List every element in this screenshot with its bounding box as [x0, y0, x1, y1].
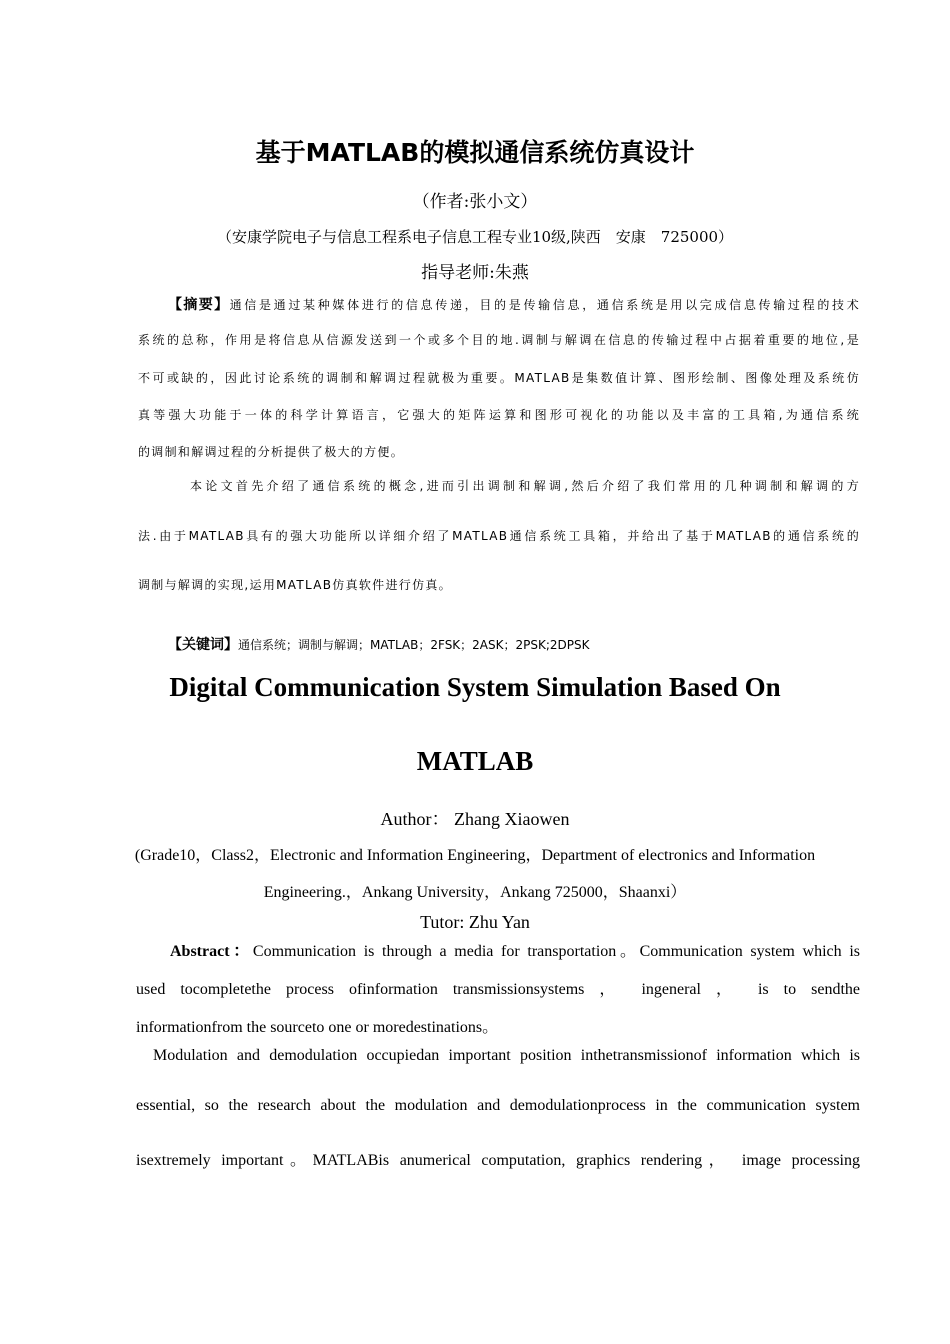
chinese-abstract-line-5: 的调制和解调过程的分析提供了极大的方便。: [138, 445, 405, 459]
english-title-line-2: MATLAB: [416, 746, 534, 776]
english-abstract-line-3: informationfrom the sourceto one or moredestinations。: [136, 1019, 499, 1036]
chinese-abstract-line-4: 真等强大功能于一体的科学计算语言，它强大的矩阵运算和图形可视化的功能以及丰富的工具箱,为通信系统: [138, 408, 860, 422]
chinese-para2-line-1: 本论文首先介绍了通信系统的概念,进而引出调制和解调,然后介绍了我们常用的几种调制和解调的方: [190, 479, 860, 493]
chinese-author: （作者:张小文）: [412, 192, 538, 212]
chinese-title: 基于MATLAB的模拟通信系统仿真设计: [255, 138, 695, 167]
chinese-abstract-line-1: [168, 294, 860, 314]
chinese-abstract-text: 通信是通过某种媒体进行的信息传递，目的是传输信息，通信系统是用以完成信息传输过程的技术: [229, 298, 861, 312]
abstract-tag: 【摘要】: [168, 297, 230, 313]
english-para2-line-2: essential, so the research about the modulation and demodulationprocess in the communication system: [136, 1097, 860, 1114]
keywords-tag: 【关键词】: [168, 637, 238, 653]
chinese-abstract-line-2: 系统的总称，作用是将信息从信源发送到一个或多个目的地.调制与解调在信息的传输过程中占据着重要的地位,是: [138, 333, 860, 347]
english-author: Author： Zhang Xiaowen: [380, 809, 570, 829]
english-affiliation-line-1: (Grade10，Class2，Electronic and Information Engineering，Department of electronics and Information: [134, 847, 816, 864]
english-para2-line-3: isextremely important。MATLABis anumerical computation, graphics rendering， image processing: [136, 1152, 861, 1169]
english-abstract-line-2: used tocompletethe process ofinformation transmissionsystems ， ingeneral ， is to sendthe: [136, 981, 861, 998]
english-abstract-text: Communication is through a media for transportation。Communication system which is: [252, 943, 860, 960]
chinese-affiliation: （安康学院电子与信息工程系电子信息工程专业10级,陕西 安康 725000）: [216, 228, 734, 246]
english-tutor: Tutor: Zhu Yan: [420, 912, 530, 932]
english-para2-line-1: Modulation and demodulation occupiedan important position inthetransmissionof information which is: [153, 1047, 860, 1064]
keywords-text: 通信系统；调制与解调；MATLAB；2FSK；2ASK；2PSK;2DPSK: [238, 638, 590, 652]
chinese-para2-line-3: 调制与解调的实现,运用MATLAB仿真软件进行仿真。: [138, 578, 452, 592]
english-abstract-tag: Abstract：: [170, 943, 253, 960]
english-title-line-1: Digital Communication System Simulation Based On: [169, 672, 781, 702]
english-abstract-line-1: [170, 938, 860, 961]
chinese-advisor: 指导老师:朱燕: [421, 263, 529, 283]
english-affiliation-line-2: Engineering.，Ankang University，Ankang 725000，Shaanxi）: [263, 884, 687, 901]
chinese-abstract-line-3: 不可或缺的，因此讨论系统的调制和解调过程就极为重要。MATLAB是集数值计算、图形绘制、图像处理及系统仿: [138, 371, 860, 385]
chinese-keywords: [168, 634, 860, 654]
chinese-para2-line-2: 法.由于MATLAB具有的强大功能所以详细介绍了MATLAB通信系统工具箱，并给出了基于MATLAB的通信系统的: [138, 529, 860, 543]
